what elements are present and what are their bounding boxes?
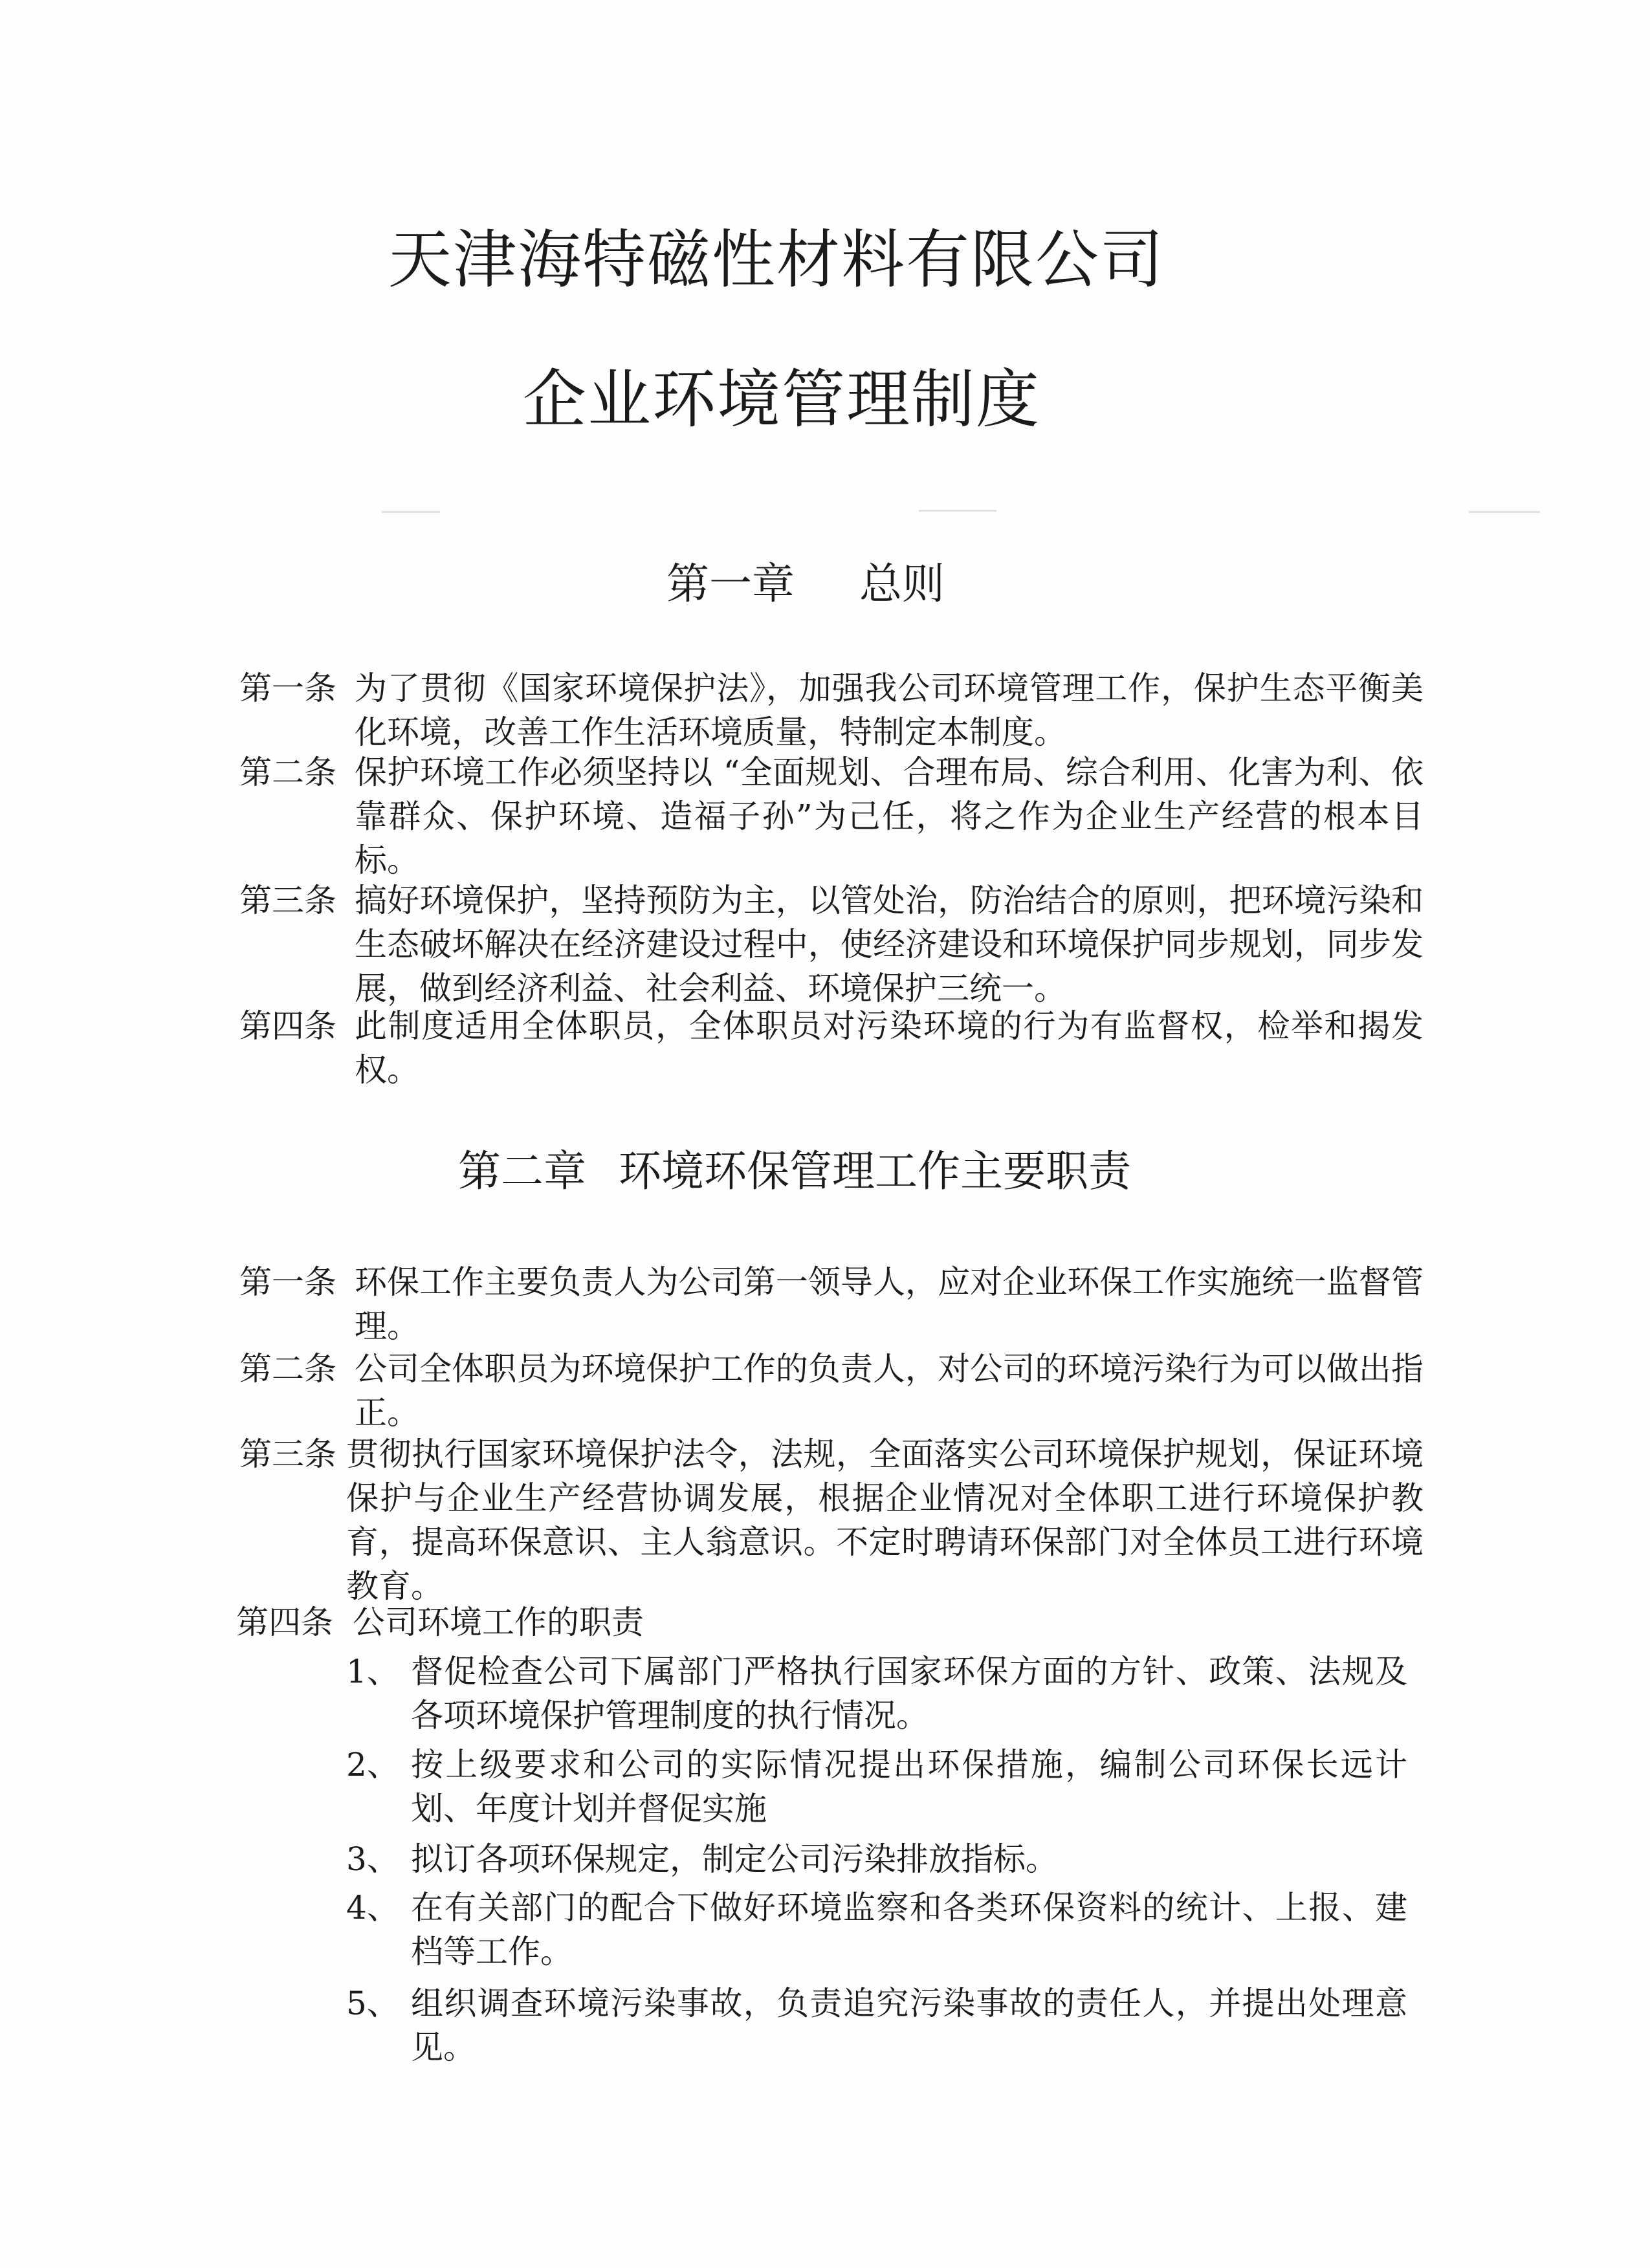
article	[239, 1347, 1424, 1435]
article-label: 第一条	[239, 670, 336, 707]
article	[239, 750, 1424, 882]
article-label: 第一条	[239, 1263, 336, 1301]
duty-item	[346, 1886, 1407, 1974]
duty-item	[346, 1981, 1407, 2069]
duty-number: 3、	[346, 1840, 399, 1878]
company-name: 天津海特磁性材料有限公司	[388, 223, 1165, 297]
chapter-number: 第二章	[458, 1146, 586, 1196]
scan-artifact	[919, 510, 996, 512]
article-text: 为了贯彻《国家环境保护法》，加强我公司环境管理工作，保护生态平衡美化环境，改善工作生活环境质量，特制定本制度。	[355, 670, 1424, 751]
duty-number: 1、	[346, 1653, 399, 1690]
scan-artifact	[1469, 511, 1540, 513]
chapter-title: 环境环保管理工作主要职责	[619, 1146, 1131, 1196]
duty-number: 2、	[346, 1746, 399, 1783]
article-text: 搞好环境保护，坚持预防为主，以管处治，防治结合的原则，把环境污染和生态破坏解决在经济建设过程中，使经济建设和环境保护同步规划，同步发展，做到经济利益、社会利益、环境保护三统一。	[355, 882, 1424, 1007]
article-text: 环保工作主要负责人为公司第一领导人，应对企业环保工作实施统一监督管理。	[355, 1263, 1424, 1345]
article-label: 第三条	[239, 1435, 336, 1473]
duty-item	[346, 1650, 1407, 1738]
article-text: 此制度适用全体职员，全体职员对污染环境的行为有监督权，检举和揭发权。	[355, 1007, 1424, 1089]
article-text: 公司环境工作的职责	[353, 1604, 644, 1641]
article	[239, 666, 1424, 754]
article-text: 保护环境工作必须坚持以 “全面规划、合理布局、综合利用、化害为利、依靠群众、保护环境、造福子孙”为己任，将之作为企业生产经营的根本目标。	[355, 754, 1424, 879]
duty-text: 督促检查公司下属部门严格执行国家环保方面的方针、政策、法规及各项环境保护管理制度的执行情况。	[411, 1653, 1407, 1734]
duty-item	[346, 1837, 1407, 1881]
article-label: 第二条	[239, 754, 336, 791]
duty-number: 4、	[346, 1889, 399, 1926]
article-label: 第二条	[239, 1350, 336, 1388]
chapter-number: 第一章	[666, 559, 795, 609]
duty-text: 按上级要求和公司的实际情况提出环保措施，编制公司环保长远计划、年度计划并督促实施	[411, 1746, 1407, 1827]
article-label: 第四条	[236, 1604, 333, 1641]
article-label: 第四条	[239, 1007, 336, 1045]
duty-number: 5、	[346, 1985, 399, 2022]
scan-artifact	[382, 511, 440, 513]
article	[239, 1260, 1424, 1348]
duty-text: 拟订各项环保规定，制定公司污染排放指标。	[411, 1840, 1058, 1878]
article-label: 第三条	[239, 882, 336, 919]
article	[239, 1432, 1424, 1608]
article-text: 贯彻执行国家环境保护法令，法规，全面落实公司环境保护规划，保证环境保护与企业生产经营协调发展，根据企业情况对全体职工进行环境保护教育，提高环保意识、主人翁意识。不定时聘请环保部门对全体员工进行环境教育。	[346, 1435, 1424, 1605]
duty-text: 组织调查环境污染事故，负责追究污染事故的责任人，并提出处理意见。	[411, 1985, 1407, 2066]
article	[236, 1600, 1420, 1644]
article-text: 公司全体职员为环境保护工作的负责人，对公司的环境污染行为可以做出指正。	[355, 1350, 1424, 1432]
chapter-title: 总则	[859, 559, 945, 609]
article	[239, 878, 1424, 1010]
chapter-heading-2	[458, 1142, 1131, 1201]
document-title: 企业环境管理制度	[523, 363, 1041, 437]
article	[239, 1004, 1424, 1092]
duty-item	[346, 1743, 1407, 1831]
duty-text: 在有关部门的配合下做好环境监察和各类环保资料的统计、上报、建档等工作。	[411, 1889, 1407, 1970]
chapter-heading-1	[666, 555, 945, 613]
